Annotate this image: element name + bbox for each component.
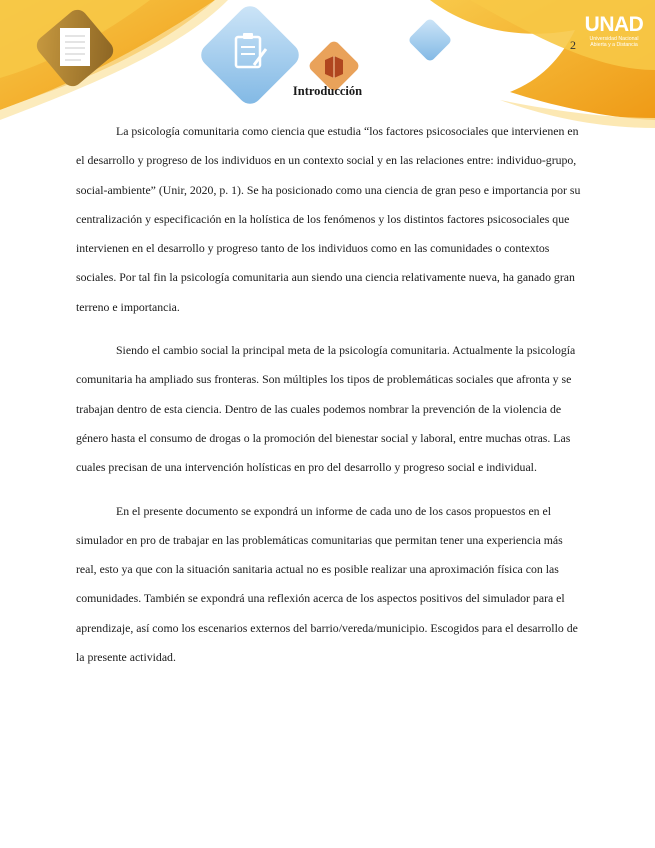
diamond-icon <box>407 17 452 62</box>
unad-logo <box>578 4 650 62</box>
page-number: 2 <box>570 38 576 52</box>
paragraph: Siendo el cambio social la principal meta de la psicología comunitaria. Actualmente la psicología comunitaria ha ampliado sus fronteras. Son múltiples los tipos de problemáticas sociales que afronta y se trabajan dentro de esta ciencia. Dentro de las cuales podemos nombrar la prevención de la violencia de género hasta el consumo de drogas o la promoción del bienestar social y laboral, entre muchas otras. Las cuales precisan de una intervención holísticas en pro del desarrollo y progreso social e individual. <box>76 343 576 475</box>
logo-subtitle-2: Abierta y a Distancia <box>590 42 638 48</box>
document-body <box>76 117 581 686</box>
paragraph: La psicología comunitaria como ciencia que estudia “los factores psicosociales que intervienen en el desarrollo y progreso de los individuos en un contexto social y en las relaciones entre: individuo-grupo, social-ambiente” (Unir, 2020, p. 1). Se ha posicionado como una ciencia de gran peso e importancia por su centralización y especificación en la holística de los fenómenos y los distintos factores psicosociales que intervienen en el desarrollo y progreso tanto de los individuos como en las comunidades o contextos sociales. Por tal fin la psicología comunitaria aun siendo una ciencia relativamente nueva, ha ganado gran terreno e importancia. <box>76 124 581 314</box>
logo-wordmark: UNAD <box>584 13 644 36</box>
paragraph: En el presente documento se expondrá un informe de cada uno de los casos propuestos en el simulador en pro de trabajar en las problemáticas comunitarias que permitan tener una experiencia más real, esto ya que con la situación sanitaria actual no es posible realizar una aproximación física con las comunidades. También se expondrá una reflexión acerca de los aspectos positivos del simulador para el aprendizaje, así como los escenarios externos del barrio/vereda/municipio. Escogidos para el desarrollo de la presente actividad. <box>76 503 578 665</box>
logo-subtitle-1: Universidad Nacional <box>589 36 639 42</box>
document-title: Introducción <box>292 84 363 98</box>
